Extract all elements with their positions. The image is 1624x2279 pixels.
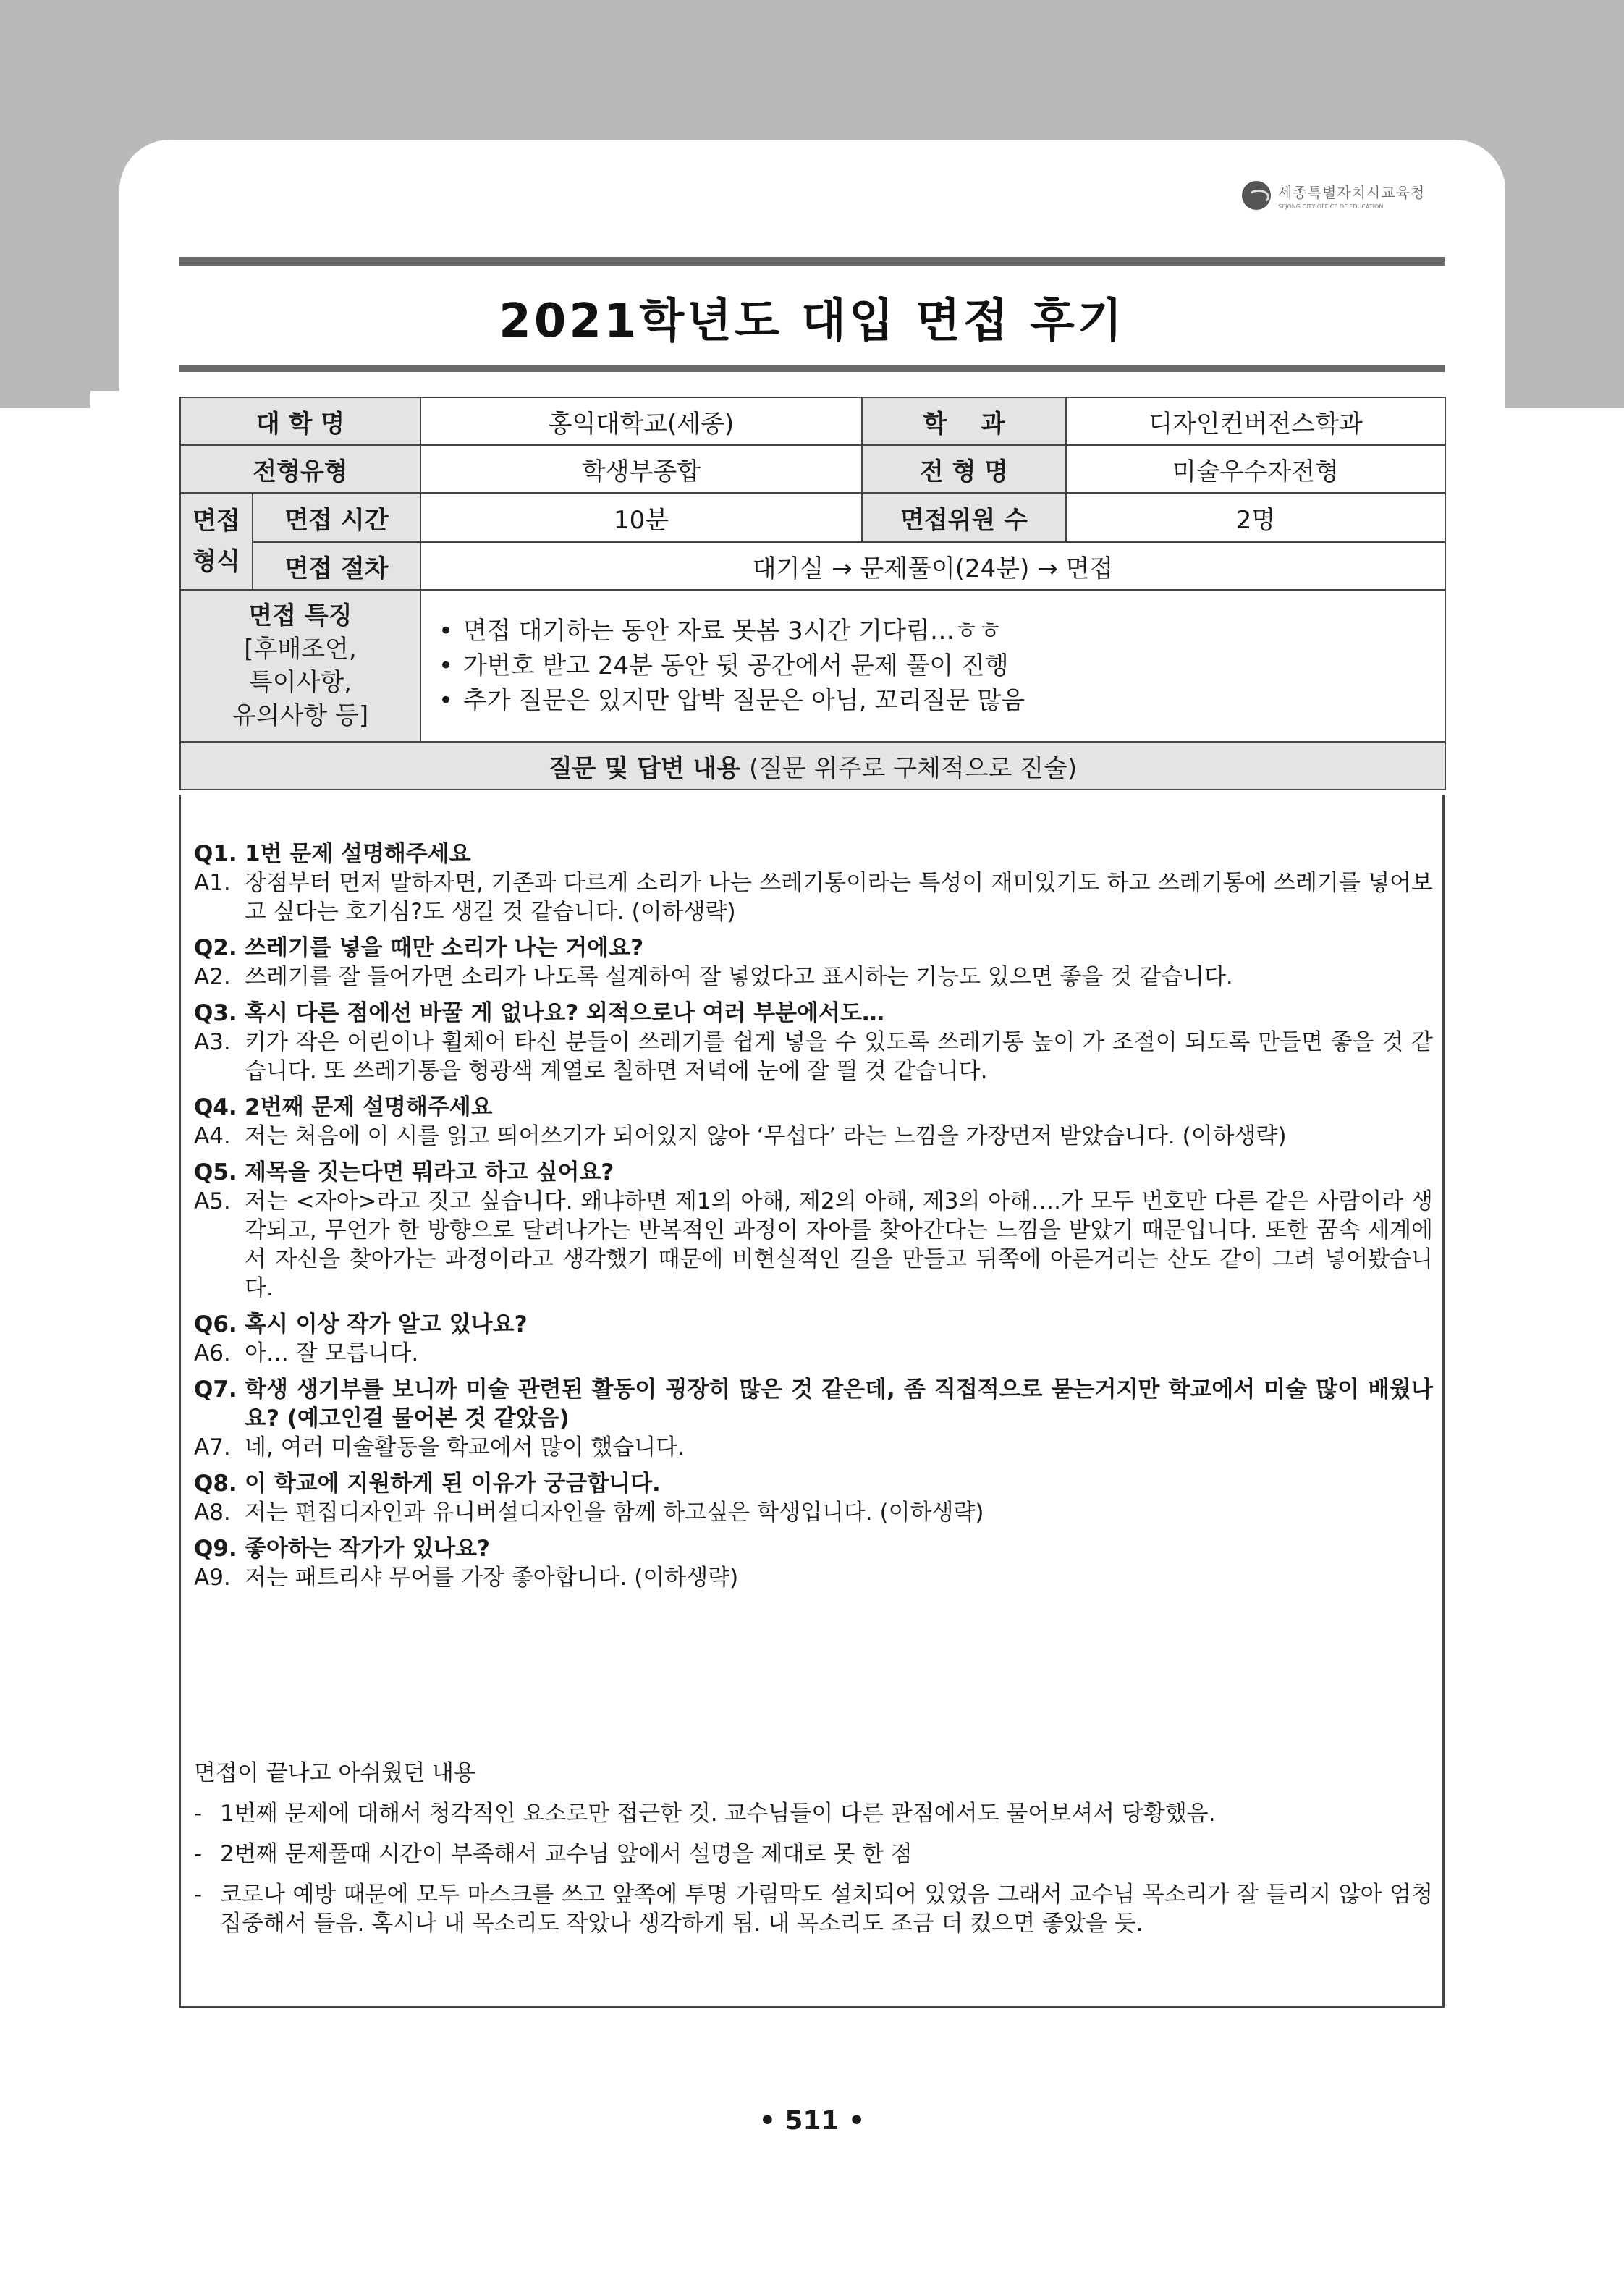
logo-subtitle: SEJONG CITY OFFICE OF EDUCATION [1278,203,1384,210]
format-label-line-1: 면접 [193,507,240,536]
answer: A8. 저는 편집디자인과 유니버설디자인을 함께 하고싶은 학생입니다. (이하생략) [194,1500,984,1526]
university-value: 홍익대학교(세종) [420,397,862,445]
emblem-icon [1242,181,1271,210]
question: Q7. 학생 생기부를 보니까 미술 관련된 활동이 굉장히 많은 것 같은데, 좀 직접적으로 묻는거지만 학교에서 미술 많이 배웠나요? (예고인걸 물어본 것 같았음) [194,1377,1433,1432]
logo-name: 세종특별자치시교육청 [1278,184,1426,201]
time-label: 면접 시간 [253,493,420,542]
answer: A9. 저는 패트리샤 무어를 가장 좋아합니다. (이하생략) [194,1565,739,1591]
dept-label: 학 과 [862,397,1066,445]
admission-name-value: 미술우수자전형 [1066,445,1445,493]
left-tab-strip [0,391,90,408]
qa-header-title: 질문 및 답변 내용 [548,753,741,783]
admission-name-label: 전 형 명 [862,445,1066,493]
features-list [439,614,1445,718]
answer: A5. 저는 <자아>라고 짓고 싶습니다. 왜냐하면 제1의 아해, 제2의 아해, 제3의 아해….가 모두 번호만 다른 같은 사람이라 생각되고, 무언가 한 방향으로 달려나가는 반복적인 과정이 자아를 찾아간다는 느낌을 받았기 때문입니다. 또한 꿈속 세계에서 자신을 찾아가는 과정이라고 생각했기 때문에 비현실적인 길을 만들고 뒤쪽에 아른거리는 산도 같이 그려 넣어봤습니다. [194,1188,1433,1301]
office-logo [1242,177,1459,213]
answer: A2. 쓰레기를 잘 들어가면 소리가 나도록 설계하여 잘 넣었다고 표시하는 기능도 있으면 좋을 것 같습니다. [194,964,1233,990]
question: Q8. 이 학교에 지원하게 된 이유가 궁금합니다. [194,1471,661,1497]
procedure-label: 면접 절차 [253,542,420,590]
page-title: 2021학년도 대입 면접 후기 [499,295,1125,348]
question: Q6. 혹시 이상 작가 알고 있나요? [194,1311,528,1337]
format-label [180,493,253,590]
question: Q1. 1번 문제 설명해주세요 [194,841,471,867]
answer: A7. 네, 여러 미술활동을 학교에서 많이 했습니다. [194,1434,685,1460]
format-label-line-2: 형식 [193,547,240,576]
features-label-line-4: 유의사항 등] [232,701,369,730]
admission-type-value: 학생부종합 [420,445,862,493]
features-value [420,590,1445,742]
university-label: 대 학 명 [180,397,420,445]
answer: A6. 아… 잘 모릅니다. [194,1340,419,1366]
right-tab-strip [1505,391,1624,408]
features-label-line-2: [후배조언, [244,635,357,664]
features-label [180,590,420,742]
features-label-line-1: 면접 특징 [248,601,352,630]
qa-header-note: (질문 위주로 구체적으로 진술) [749,753,1078,783]
qa-section-header [180,742,1445,790]
page-number: • 511 • [758,2106,866,2136]
interviewers-label: 면접위원 수 [862,493,1066,542]
regret-item: - 1번째 문제에 대해서 청각적인 요소로만 접근한 것. 교수님들이 다른 관점에서도 물어보셔서 당황했음. [194,1801,1216,1827]
interviewers-value: 2명 [1066,493,1445,542]
question: Q9. 좋아하는 작가가 있나요? [194,1536,491,1562]
question: Q3. 혹시 다른 점에선 바꿀 게 없나요? 외적으로나 여러 부분에서도… [194,1000,884,1026]
procedure-value: 대기실 → 문제풀이(24분) → 면접 [420,542,1445,590]
question: Q2. 쓰레기를 넣을 때만 소리가 나는 거에요? [194,935,644,961]
question: Q5. 제목을 짓는다면 뭐라고 하고 싶어요? [194,1159,614,1185]
answer: A3. 키가 작은 어린이나 휠체어 타신 분들이 쓰레기를 쉽게 넣을 수 있도록 쓰레기통 높이 가 조절이 되도록 만들면 좋을 것 같습니다. 또 쓰레기통을 형광색 계열로 칠하면 저녁에 눈에 잘 띌 것 같습니다. [194,1029,1433,1084]
feature-item: • 면접 대기하는 동안 자료 못봄 3시간 기다림…ㅎㅎ [439,617,1002,646]
answer: A4. 저는 처음에 이 시를 읽고 띄어쓰기가 되어있지 않아 ‘무섭다’ 라는 느낌을 가장먼저 받았습니다. (이하생략) [194,1123,1287,1149]
feature-item: • 추가 질문은 있지만 압박 질문은 아님, 꼬리질문 많음 [439,686,1025,715]
feature-item: • 가번호 받고 24분 동안 뒷 공간에서 문제 풀이 진행 [439,651,1009,680]
regrets-heading: 면접이 끝나고 아쉬웠던 내용 [194,1760,475,1786]
regrets-section [194,1759,1433,1950]
admission-type-label: 전형유형 [180,445,420,493]
title-rule-bottom [179,365,1445,372]
info-table [179,397,1446,790]
answer: A1. 장점부터 먼저 말하자면, 기존과 다르게 소리가 나는 쓰레기통이라는 특성이 재미있기도 하고 쓰레기통에 쓰레기를 넣어보고 싶다는 호기심?도 생길 것 같습니다. (이하생략) [194,870,1433,925]
features-label-line-3: 특이사항, [248,668,352,697]
dept-value: 디자인컨버전스학과 [1066,397,1445,445]
qa-list [194,840,1433,1592]
regret-item: - 코로나 예방 때문에 모두 마스크를 쓰고 앞쪽에 투명 가림막도 설치되어 있었음 그래서 교수님 목소리가 잘 들리지 않아 엄청 집중해서 들음. 혹시나 내 목소리도 작았나 생각하게 됨. 내 목소리도 조금 더 컸으면 좋았을 듯. [194,1882,1433,1937]
regret-item: - 2번째 문제풀때 시간이 부족해서 교수님 앞에서 설명을 제대로 못 한 점 [194,1841,913,1867]
time-value: 10분 [420,493,862,542]
title-rule-top [179,257,1445,266]
question: Q4. 2번째 문제 설명해주세요 [194,1094,493,1120]
